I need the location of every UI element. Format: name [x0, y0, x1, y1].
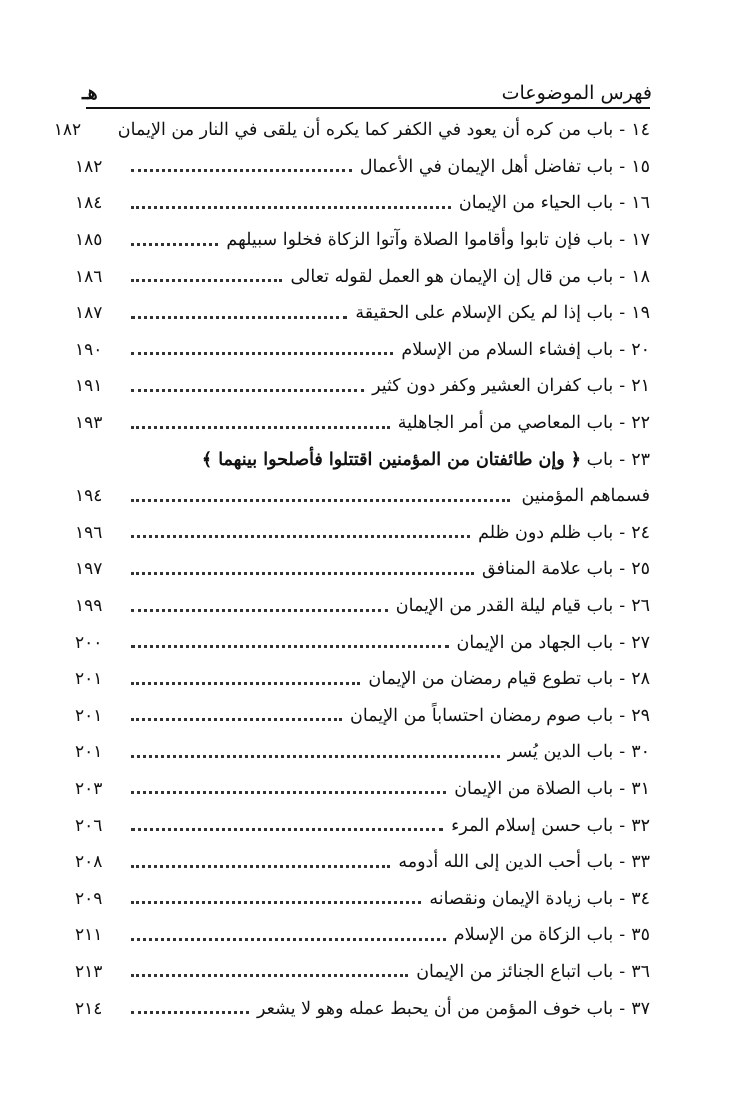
- entry-number: ٣١: [631, 778, 650, 799]
- toc-entry-19: [75, 295, 650, 332]
- entry-dash: -: [619, 705, 626, 726]
- entry-title: باب فإن تابوا وأقاموا الصلاة وآتوا الزكاة فخلوا سبيلهم: [226, 230, 614, 251]
- entry-title: باب من كره أن يعود في الكفر كما يكره أن يلقى في النار من الإيمان: [117, 120, 614, 141]
- entry-dash: -: [619, 815, 626, 836]
- entry-number: ١٨: [631, 266, 650, 287]
- entry-title: باب المعاصي من أمر الجاهلية: [397, 413, 614, 434]
- entry-title: باب حسن إسلام المرء: [451, 815, 614, 836]
- toc-entry-34: [75, 880, 650, 917]
- leader-dots: [131, 791, 446, 794]
- header-title: فهرس الموضوعات: [501, 82, 652, 104]
- entry-page: ١٩١: [75, 376, 103, 397]
- leader-dots: [131, 828, 443, 831]
- entry-title: باب الدين يُسر: [507, 742, 614, 763]
- entry-dash: -: [619, 193, 626, 214]
- entry-title: باب خوف المؤمن من أن يحبط عمله وهو لا يشعر: [256, 998, 614, 1019]
- toc-entry-36: [75, 954, 650, 991]
- leader-dots: [131, 279, 282, 282]
- entry-dash: -: [619, 742, 626, 763]
- entry-number: ٢٠: [631, 339, 650, 360]
- entry-page: ٢٠٦: [75, 815, 103, 836]
- entry-number: ١٥: [631, 156, 650, 177]
- entry-title: باب الصلاة من الإيمان: [454, 778, 614, 799]
- entry-title: باب من قال إن الإيمان هو العمل لقوله تعالى: [290, 266, 614, 287]
- entry-title: باب تطوع قيام رمضان من الإيمان: [368, 669, 614, 690]
- entry-number: ٢٤: [631, 522, 650, 543]
- leader-dots: [131, 901, 421, 904]
- entry-title-prefix: باب: [586, 449, 614, 470]
- entry-page: ١٩٣: [75, 413, 103, 434]
- entry-title: باب الزكاة من الإسلام: [453, 925, 614, 946]
- entry-page: ١٨٦: [75, 266, 103, 287]
- entry-number: ٢٢: [631, 413, 650, 434]
- page-header: [82, 70, 652, 104]
- entry-title: باب اتباع الجنائز من الإيمان: [416, 961, 614, 982]
- leader-dots: [131, 572, 474, 575]
- leader-dots: [131, 389, 364, 392]
- entry-page: ٢٠٣: [75, 778, 103, 799]
- entry-dash: -: [619, 778, 626, 799]
- entry-page: ١٩٠: [75, 339, 103, 360]
- leader-dots: [131, 682, 360, 685]
- entry-number: ٣٢: [631, 815, 650, 836]
- toc-entry-24: [75, 515, 650, 552]
- entry-page: ١٩٧: [75, 559, 103, 580]
- entry-page: ١٩٦: [75, 522, 103, 543]
- toc-entry-37: [75, 990, 650, 1027]
- entry-number: ٣٧: [631, 998, 650, 1019]
- entry-dash: -: [619, 925, 626, 946]
- leader-dots: [131, 206, 451, 209]
- entry-dash: -: [619, 339, 626, 360]
- leader-dots: [131, 316, 347, 319]
- entry-number: ٣٥: [631, 925, 650, 946]
- entry-title-quran-verse: ﴿ وإن طائفتان من المؤمنين اقتتلوا فأصلحوا بينهما ﴾: [201, 449, 581, 470]
- entry-page: ١٩٤: [75, 486, 103, 507]
- entry-title-continuation: فسماهم المؤمنين: [521, 486, 650, 507]
- entry-dash: -: [619, 522, 626, 543]
- entry-dash: -: [619, 266, 626, 287]
- entry-page: ٢١٣: [75, 961, 103, 982]
- toc-entry-32: [75, 807, 650, 844]
- entry-dash: -: [619, 559, 626, 580]
- entry-page: ٢٠١: [75, 669, 103, 690]
- entry-title: [202, 450, 613, 470]
- toc-entry-26: [75, 588, 650, 625]
- entry-page: ٢٠١: [75, 705, 103, 726]
- toc-entry-20: [75, 332, 650, 369]
- entry-number: ١٦: [631, 193, 650, 214]
- entry-title: باب ظلم دون ظلم: [478, 522, 614, 543]
- entry-page: ٢١١: [75, 925, 103, 946]
- entry-dash: -: [619, 632, 626, 653]
- toc-entry-25: [75, 551, 650, 588]
- toc-entry-27: [75, 624, 650, 661]
- entry-number: ٢٥: [631, 559, 650, 580]
- table-of-contents: [53, 112, 650, 1027]
- toc-entry-22: [75, 405, 650, 442]
- leader-dots: [131, 352, 393, 355]
- entry-number: ٢٨: [631, 669, 650, 690]
- entry-number: ١٤: [631, 120, 650, 141]
- entry-title: باب قيام ليلة القدر من الإيمان: [395, 596, 614, 617]
- toc-entry-28: [75, 661, 650, 698]
- entry-dash: -: [619, 852, 626, 873]
- entry-title: باب الحياء من الإيمان: [458, 193, 614, 214]
- entry-page: ١٨٢: [75, 156, 103, 177]
- leader-dots: [131, 755, 500, 758]
- toc-entry-29: [75, 698, 650, 735]
- entry-page: ٢٠٩: [75, 888, 103, 909]
- entry-dash: -: [619, 449, 626, 470]
- entry-number: ٣٦: [631, 961, 650, 982]
- entry-dash: -: [619, 303, 626, 324]
- entry-title: باب زيادة الإيمان ونقصانه: [429, 888, 614, 909]
- entry-dash: -: [619, 888, 626, 909]
- entry-page: ٢٠١: [75, 742, 103, 763]
- entry-page: ١٩٩: [75, 596, 103, 617]
- entry-number: ٣٣: [631, 852, 650, 873]
- leader-dots: [131, 609, 388, 612]
- entry-title: باب الجهاد من الإيمان: [456, 632, 614, 653]
- entry-dash: -: [619, 413, 626, 434]
- toc-entry-23: [75, 441, 650, 478]
- entry-number: ٣٤: [631, 888, 650, 909]
- entry-title: باب إفشاء السلام من الإسلام: [401, 339, 614, 360]
- entry-dash: -: [619, 998, 626, 1019]
- leader-dots: [131, 169, 352, 172]
- entry-number: ٣٠: [631, 742, 650, 763]
- entry-title: باب علامة المنافق: [481, 559, 614, 580]
- toc-entry-16: [75, 185, 650, 222]
- entry-dash: -: [619, 376, 626, 397]
- entry-number: ٢٣: [631, 449, 650, 470]
- entry-number: ٢٩: [631, 705, 650, 726]
- toc-entry-14: [53, 112, 650, 149]
- entry-page: ١٨٢: [53, 120, 82, 141]
- leader-dots: [131, 645, 449, 648]
- entry-number: ٢٧: [631, 632, 650, 653]
- toc-entry-21: [75, 368, 650, 405]
- entry-dash: -: [619, 669, 626, 690]
- toc-entry-31: [75, 771, 650, 808]
- entry-page: ٢٠٠: [75, 632, 103, 653]
- toc-entry-35: [75, 917, 650, 954]
- toc-entry-17: [75, 222, 650, 259]
- toc-entry-30: [75, 734, 650, 771]
- header-mark: هـ: [82, 82, 98, 104]
- entry-title: باب إذا لم يكن الإسلام على الحقيقة: [355, 303, 614, 324]
- leader-dots: [131, 243, 218, 246]
- toc-entry-15: [75, 149, 650, 186]
- entry-number: ٢١: [631, 376, 650, 397]
- leader-dots: [131, 499, 510, 502]
- entry-page: ٢٠٨: [75, 852, 103, 873]
- leader-dots: [131, 426, 390, 429]
- entry-number: ٢٦: [631, 596, 650, 617]
- entry-number: ١٩: [631, 303, 650, 324]
- entry-page: ١٨٧: [75, 303, 103, 324]
- toc-entry-23-continuation: [75, 478, 650, 515]
- entry-title: باب كفران العشير وكفر دون كثير: [372, 376, 614, 397]
- entry-title: باب صوم رمضان احتساباً من الإيمان: [350, 705, 614, 726]
- leader-dots: [131, 974, 408, 977]
- entry-page: ١٨٥: [75, 230, 103, 251]
- header-rule: [86, 107, 650, 109]
- toc-entry-33: [75, 844, 650, 881]
- entry-number: ١٧: [631, 230, 650, 251]
- leader-dots: [131, 938, 446, 941]
- leader-dots: [131, 535, 470, 538]
- entry-title: باب تفاضل أهل الإيمان في الأعمال: [359, 156, 614, 177]
- entry-page: ٢١٤: [75, 998, 103, 1019]
- entry-dash: -: [619, 961, 626, 982]
- entry-title: باب أحب الدين إلى الله أدومه: [398, 852, 614, 873]
- entry-dash: -: [619, 596, 626, 617]
- leader-dots: [131, 718, 342, 721]
- entry-dash: -: [619, 120, 626, 141]
- entry-dash: -: [619, 156, 626, 177]
- toc-entry-18: [75, 258, 650, 295]
- entry-page: ١٨٤: [75, 193, 103, 214]
- entry-dash: -: [619, 230, 626, 251]
- leader-dots: [131, 865, 390, 868]
- leader-dots: [131, 1011, 249, 1014]
